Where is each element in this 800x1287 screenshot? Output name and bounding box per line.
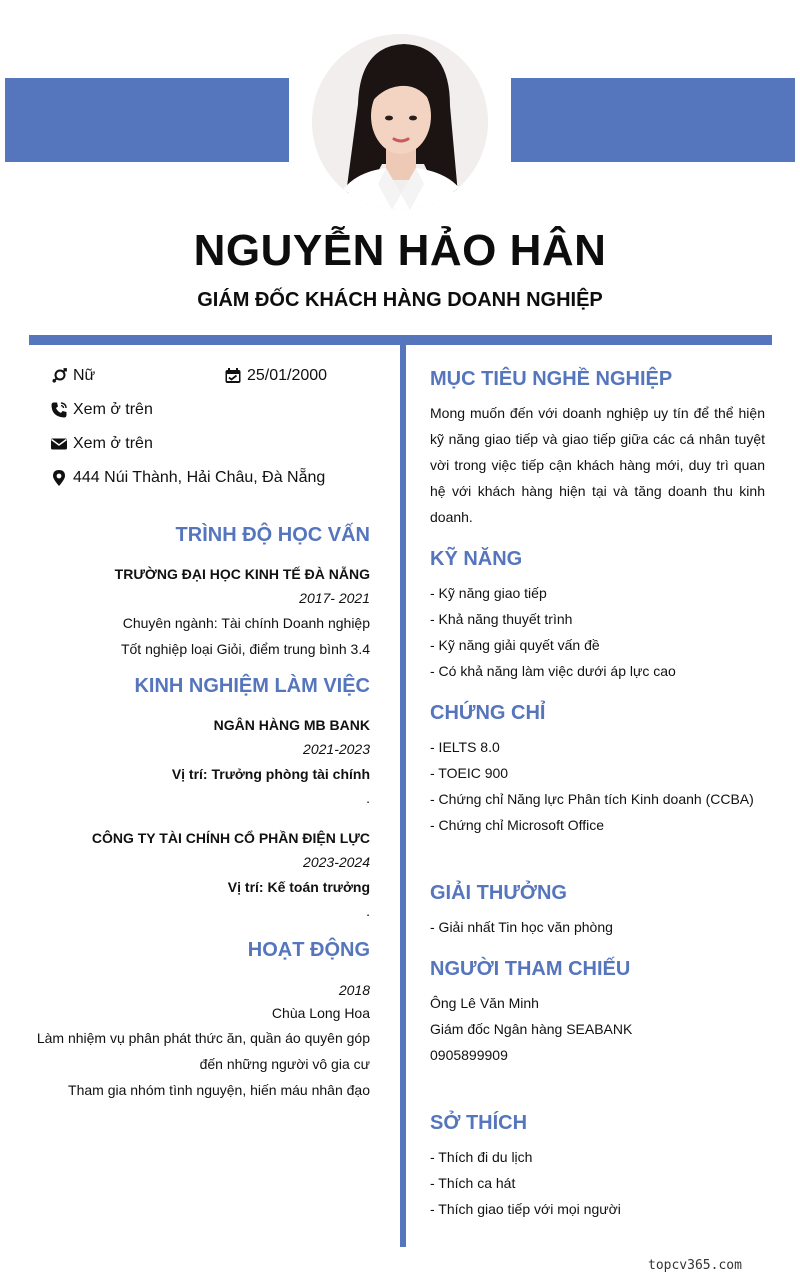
certificate-item: - Chứng chỉ Năng lực Phân tích Kinh doanh (CCBA) bbox=[430, 791, 754, 807]
gender-icon bbox=[50, 367, 68, 385]
job-period: 2021-2023 bbox=[303, 741, 370, 757]
education-major: Chuyên ngành: Tài chính Doanh nghiệp bbox=[122, 615, 370, 631]
birthdate-value: 25/01/2000 bbox=[247, 367, 328, 384]
hobbies-heading: SỞ THÍCH bbox=[430, 1112, 528, 1134]
skills-heading: KỸ NĂNG bbox=[430, 548, 523, 570]
contact-birthdate bbox=[224, 367, 327, 385]
job-position: Vị trí: Trưởng phòng tài chính bbox=[171, 766, 370, 782]
phone-icon bbox=[50, 401, 68, 419]
job-company: CÔNG TY TÀI CHÍNH CỔ PHẦN ĐIỆN LỰC bbox=[91, 830, 370, 846]
objective-heading: MỤC TIÊU NGHỀ NGHIỆP bbox=[430, 368, 673, 390]
activities-heading: HOẠT ĐỘNG bbox=[247, 939, 370, 961]
calendar-icon bbox=[224, 367, 242, 385]
candidate-job-title: GIÁM ĐỐC KHÁCH HÀNG DOANH NGHIỆP bbox=[197, 289, 603, 311]
education-school: TRƯỜNG ĐẠI HỌC KINH TẾ ĐÀ NẴNG bbox=[114, 566, 370, 582]
skill-item: - Có khả năng làm việc dưới áp lực cao bbox=[430, 663, 676, 679]
contact-address bbox=[50, 469, 325, 487]
education-result: Tốt nghiệp loại Giỏi, điểm trung bình 3.4 bbox=[120, 641, 370, 657]
profile-photo bbox=[312, 34, 488, 210]
candidate-name: NGUYỄN HẢO HÂN bbox=[193, 226, 607, 275]
reference-role: Giám đốc Ngân hàng SEABANK bbox=[430, 1021, 633, 1037]
education-heading: TRÌNH ĐỘ HỌC VẤN bbox=[175, 524, 370, 546]
hobby-item: - Thích giao tiếp với mọi người bbox=[430, 1201, 621, 1217]
header-band-left bbox=[5, 78, 289, 162]
certificates-heading: CHỨNG CHỈ bbox=[430, 702, 546, 724]
vertical-divider bbox=[400, 345, 406, 1247]
certificate-item: - IELTS 8.0 bbox=[430, 739, 500, 755]
activity-line-2: đến những người vô gia cư bbox=[199, 1056, 370, 1072]
awards-heading: GIẢI THƯỞNG bbox=[430, 882, 567, 904]
map-pin-icon bbox=[50, 469, 68, 487]
contact-email bbox=[50, 435, 153, 453]
hobby-item: - Thích ca hát bbox=[430, 1175, 516, 1191]
email-value: Xem ở trên bbox=[73, 435, 153, 452]
phone-value: Xem ở trên bbox=[73, 401, 153, 418]
reference-phone: 0905899909 bbox=[430, 1047, 508, 1063]
award-item: - Giải nhất Tin học văn phòng bbox=[430, 919, 613, 935]
activity-year: 2018 bbox=[338, 982, 370, 998]
job-separator-dot: . bbox=[366, 790, 370, 806]
footer-watermark: topcv365.com bbox=[648, 1258, 742, 1273]
certificate-item: - Chứng chỉ Microsoft Office bbox=[430, 817, 605, 833]
objective-text: Mong muốn đến với doanh nghiệp uy tín để thể hiện kỹ năng giao tiếp và giao tiếp giữa các cá nhân tuyệt vời trong việc tiếp cận khách hàng mới, duy trì quan hệ với khách hàng hiện tại và tăng doanh thu kinh doanh. bbox=[430, 405, 765, 525]
reference-name: Ông Lê Văn Minh bbox=[430, 995, 539, 1011]
activity-place: Chùa Long Hoa bbox=[271, 1005, 370, 1021]
contact-phone bbox=[50, 401, 153, 419]
envelope-icon bbox=[50, 435, 68, 453]
hobby-item: - Thích đi du lịch bbox=[430, 1149, 533, 1165]
reference-heading: NGƯỜI THAM CHIẾU bbox=[430, 958, 631, 980]
job-period: 2023-2024 bbox=[303, 854, 370, 870]
contact-gender bbox=[50, 367, 95, 385]
job-company: NGÂN HÀNG MB BANK bbox=[213, 717, 370, 733]
education-period: 2017- 2021 bbox=[299, 590, 370, 606]
certificate-item: - TOEIC 900 bbox=[430, 765, 509, 781]
address-value: 444 Núi Thành, Hải Châu, Đà Nẵng bbox=[73, 469, 326, 486]
skill-item: - Khả năng thuyết trình bbox=[430, 611, 573, 627]
skill-item: - Kỹ năng giải quyết vấn đề bbox=[430, 637, 600, 653]
job-position: Vị trí: Kế toán trưởng bbox=[227, 879, 370, 895]
activity-line-1: Làm nhiệm vụ phân phát thức ăn, quần áo quyên góp bbox=[36, 1030, 370, 1046]
skill-item: - Kỹ năng giao tiếp bbox=[430, 585, 547, 601]
activity-line-3: Tham gia nhóm tình nguyện, hiến máu nhân đạo bbox=[68, 1082, 370, 1098]
horizontal-divider bbox=[29, 335, 772, 345]
gender-value: Nữ bbox=[73, 367, 96, 384]
experience-heading: KINH NGHIỆM LÀM VIỆC bbox=[134, 675, 370, 697]
header-band-right bbox=[511, 78, 795, 162]
job-separator-dot: . bbox=[366, 903, 370, 919]
